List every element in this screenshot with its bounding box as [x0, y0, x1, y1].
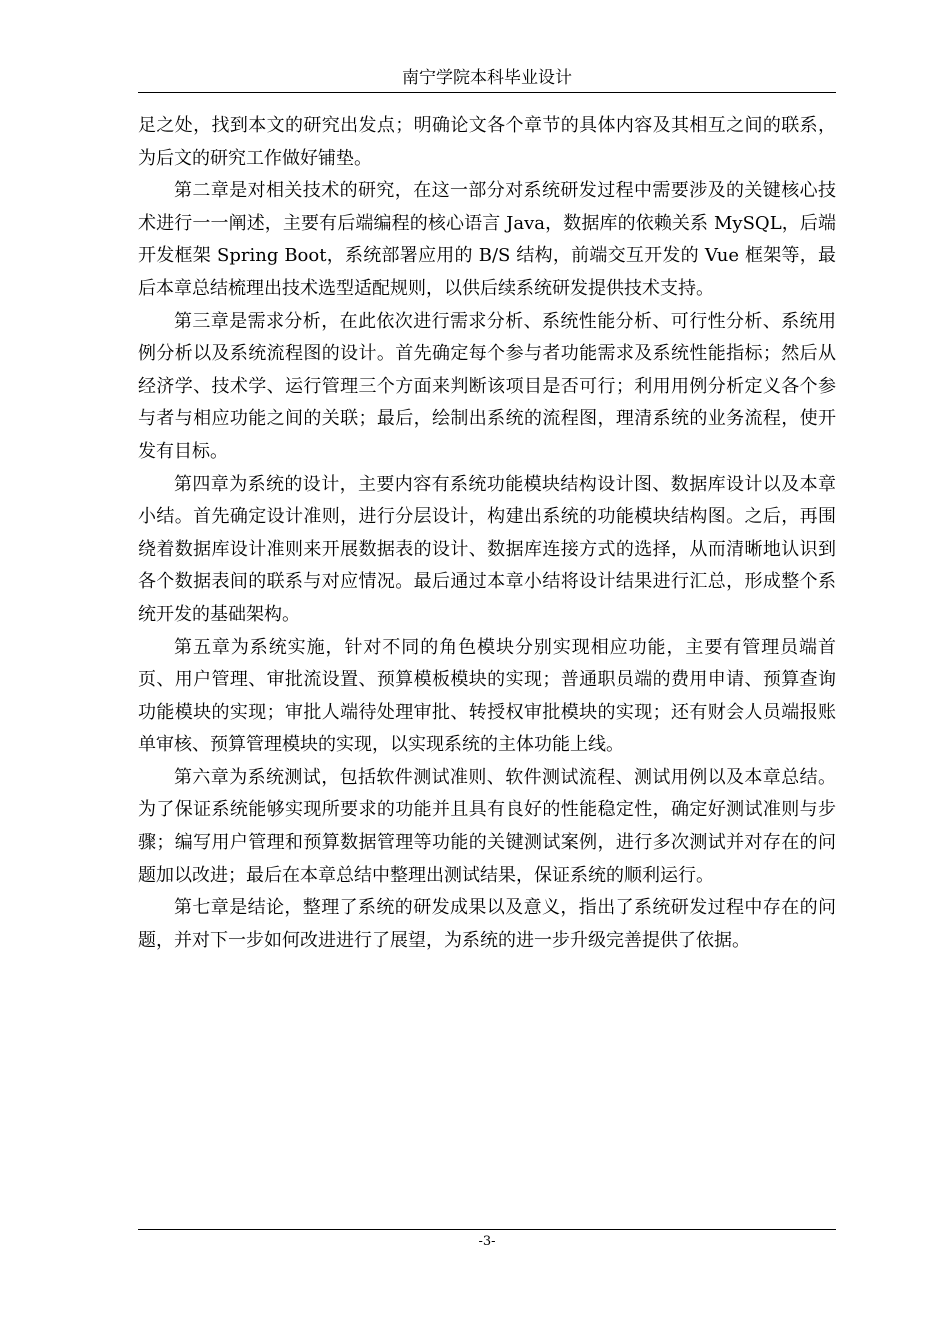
- paragraph-chapter-5: 第五章为系统实施，针对不同的角色模块分别实现相应功能，主要有管理员端首页、用户管理、审批流设置、预算模板模块的实现；普通职员端的费用申请、预算查询功能模块的实现；审批人端待处理审批、转授权审批模块的实现；还有财会人员端报账单审核、预算管理模块的实现，以实现系统的主体功能上线。: [138, 636, 836, 756]
- body-text: [138, 110, 836, 957]
- paragraph-chapter-6: 第六章为系统测试，包括软件测试准则、软件测试流程、测试用例以及本章总结。为了保证系统能够实现所要求的功能并且具有良好的性能稳定性，确定好测试准则与步骤；编写用户管理和预算数据管理等功能的关键测试案例，进行多次测试并对存在的问题加以改进；最后在本章总结中整理出测试结果，保证系统的顺利运行。: [138, 766, 836, 886]
- paragraph-chapter-3: 第三章是需求分析，在此依次进行需求分析、系统性能分析、可行性分析、系统用例分析以及系统流程图的设计。首先确定每个参与者功能需求及系统性能指标；然后从经济学、技术学、运行管理三个方面来判断该项目是否可行；利用用例分析定义各个参与者与相应功能之间的关联；最后，绘制出系统的流程图，理清系统的业务流程，使开发有目标。: [138, 310, 836, 462]
- paragraph-chapter-2: 第二章是对相关技术的研究，在这一部分对系统研发过程中需要涉及的关键核心技术进行一一阐述，主要有后端编程的核心语言 Java，数据库的依赖关系 MySQL，后端开发框架 Spring Boot，系统部署应用的 B/S 结构，前端交互开发的 Vue 框架等，最后本章总结梳理出技术选型适配规则，以供后续系统研发提供技术支持。: [138, 180, 836, 299]
- page-number: -3-: [478, 1234, 496, 1249]
- paragraph-chapter-4: 第四章为系统的设计，主要内容有系统功能模块结构设计图、数据库设计以及本章小结。首先确定设计准则，进行分层设计，构建出系统的功能模块结构图。之后，再围绕着数据库设计准则来开展数据表的设计、数据库连接方式的选择，从而清晰地认识到各个数据表间的联系与对应情况。最后通过本章小结将设计结果进行汇总，形成整个系统开发的基础架构。: [138, 473, 836, 625]
- footer-divider: [138, 1229, 836, 1230]
- page-header-title: 南宁学院本科毕业设计: [402, 68, 572, 88]
- paragraph-chapter-7: 第七章是结论，整理了系统的研发成果以及意义，指出了系统研发过程中存在的问题，并对下一步如何改进进行了展望，为系统的进一步升级完善提供了依据。: [138, 897, 836, 951]
- paragraph-continuation: 足之处，找到本文的研究出发点；明确论文各个章节的具体内容及其相互之间的联系，为后文的研究工作做好铺垫。: [138, 115, 836, 169]
- header-divider: [138, 92, 836, 93]
